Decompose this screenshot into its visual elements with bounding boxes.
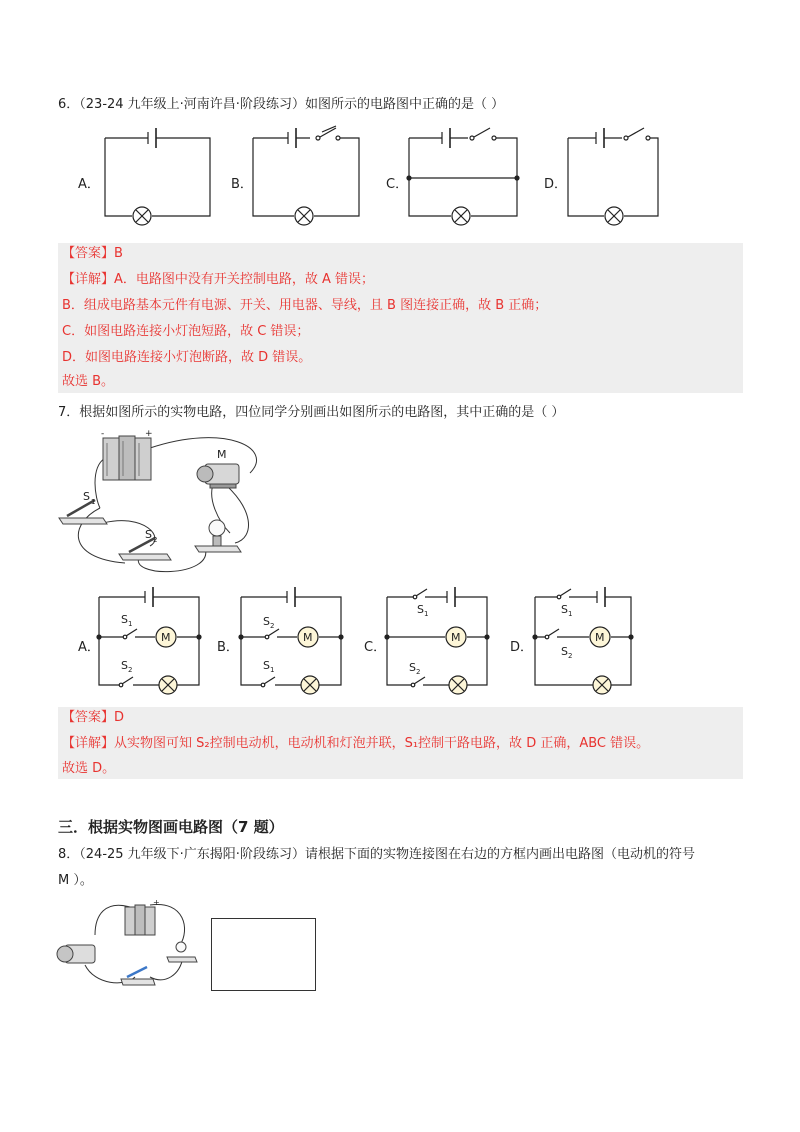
- q6-option-d-circuit: [560, 122, 670, 234]
- motor-label: M: [217, 448, 227, 461]
- lamp-image: [195, 520, 241, 552]
- battery-image: [103, 436, 151, 480]
- drawing-answer-box[interactable]: [211, 918, 316, 991]
- question-8-line-1: 8．（24-25 九年级下·广东揭阳·阶段练习）请根据下面的实物连接图在右边的方框内画出电路图（电动机的符号: [58, 847, 695, 862]
- subscript: 2: [270, 622, 275, 630]
- answer-6-conclusion: 故选 B。: [62, 374, 115, 389]
- answer-6-detail: 【详解】A．电路图中没有开关控制电路，故 A 错误；: [62, 272, 375, 287]
- lamp-image: [167, 942, 197, 962]
- q6-option-c-circuit: [407, 128, 519, 225]
- q8-physical-circuit-image: [55, 895, 205, 995]
- subscript: 1: [270, 666, 275, 674]
- motor-label: M: [595, 631, 605, 644]
- switch-label: S: [561, 645, 568, 658]
- q7-physical-circuit-image: [55, 428, 270, 578]
- switch-label: S: [417, 603, 424, 616]
- q7-option-b-label: B．: [217, 640, 239, 655]
- section-3-heading: 三．根据实物图画电路图（7 题）: [58, 818, 284, 836]
- answer-6-label: 【答案】B: [62, 246, 123, 261]
- q6-option-b-label: B．: [231, 177, 253, 192]
- subscript: 1: [568, 610, 573, 618]
- q6-circuit-diagrams: [70, 122, 540, 234]
- switch-label: S: [561, 603, 568, 616]
- subscript: 2: [416, 668, 421, 676]
- q7-option-a-circuit: [97, 587, 201, 694]
- minus-label: -: [101, 429, 105, 439]
- answer-6-line: C．如图电路连接小灯泡短路，故 C 错误；: [62, 324, 310, 339]
- plus-label: +: [153, 898, 160, 907]
- switch-label: S: [409, 661, 416, 674]
- motor-label: M: [451, 631, 461, 644]
- q6-option-c-label: C．: [386, 177, 409, 192]
- answer-7-conclusion: 故选 D。: [62, 761, 116, 776]
- q6-option-d-label: D．: [544, 177, 568, 192]
- s2-label: S: [145, 528, 152, 541]
- q7-option-a-label: A．: [78, 640, 100, 655]
- motor-image: [197, 464, 239, 488]
- q7-option-d-circuit: [533, 587, 633, 694]
- question-6: 6．（23-24 九年级上·河南许昌·阶段练习）如图所示的电路图中正确的是（ ）: [58, 97, 505, 112]
- switch-label: S: [121, 659, 128, 672]
- q6-option-a-circuit: [105, 128, 210, 225]
- motor-label: M: [303, 631, 313, 644]
- plus-label: +: [145, 429, 153, 439]
- s2-subscript: 2: [153, 536, 158, 544]
- s1-label: S: [83, 490, 90, 503]
- q7-option-c-label: C．: [364, 640, 387, 655]
- q6-option-b-circuit: [253, 126, 359, 225]
- q7-option-c-circuit: [385, 587, 489, 694]
- q7-option-d-label: D．: [510, 640, 534, 655]
- subscript: 1: [128, 620, 133, 628]
- switch-label: S: [263, 659, 270, 672]
- battery-image: [125, 905, 155, 935]
- subscript: 2: [128, 666, 133, 674]
- answer-7-detail: 【详解】从实物图可知 S₂控制电动机，电动机和灯泡并联，S₁控制干路电路，故 D 正确，ABC 错误。: [62, 736, 650, 751]
- switch-label: S: [263, 615, 270, 628]
- q6-option-a-label: A．: [78, 177, 100, 192]
- motor-label: M: [161, 631, 171, 644]
- answer-6-line: B．组成电路基本元件有电源、开关、用电器、导线，且 B 图连接正确，故 B 正确；: [62, 298, 548, 313]
- switch-image: [121, 967, 155, 985]
- answer-6-box: [58, 243, 743, 393]
- question-7: 7．根据如图所示的实物电路，四位同学分别画出如图所示的电路图，其中正确的是（ ）: [58, 405, 565, 420]
- s1-subscript: 1: [91, 498, 96, 506]
- q7-option-b-circuit: [239, 587, 343, 694]
- answer-6-line: D．如图电路连接小灯泡断路，故 D 错误。: [62, 350, 312, 365]
- switch-s1-image: [59, 500, 107, 524]
- subscript: 1: [424, 610, 429, 618]
- answer-7-label: 【答案】D: [62, 710, 125, 725]
- subscript: 2: [568, 652, 573, 660]
- switch-label: S: [121, 613, 128, 626]
- switch-s2-image: [119, 538, 171, 560]
- answer-7-box: [58, 707, 743, 779]
- motor-image: [57, 945, 95, 963]
- question-8-line-2: M ）。: [58, 873, 93, 888]
